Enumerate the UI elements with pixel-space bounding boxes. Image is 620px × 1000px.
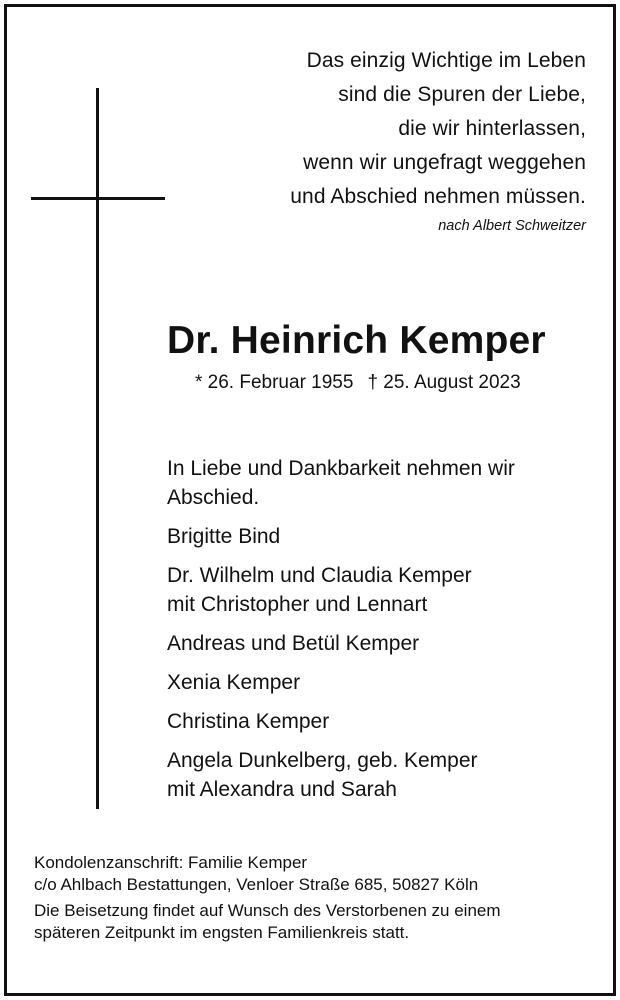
death-date: † 25. August 2023 (367, 372, 521, 393)
birth-date: * 26. Februar 1955 (195, 372, 354, 393)
burial-note-line: späteren Zeitpunkt im engsten Familienkreis statt. (34, 923, 410, 942)
life-dates (195, 369, 521, 397)
poem-line: sind die Spuren der Liebe, (338, 83, 586, 106)
intro-line: Abschied. (167, 486, 260, 509)
deceased-name: Dr. Heinrich Kemper (167, 319, 546, 362)
footer-info (34, 852, 594, 944)
mourner-entry (167, 561, 587, 619)
mourner-entry (167, 629, 587, 658)
poem-line: die wir hinterlassen, (398, 117, 586, 140)
poem (166, 44, 586, 214)
mourner-line: Xenia Kemper (167, 671, 301, 694)
condolence-address-line: c/o Ahlbach Bestattungen, Venloer Straße 685, 50827 Köln (34, 875, 479, 894)
mourner-line: mit Christopher und Lennart (167, 593, 428, 616)
mourner-entry (167, 746, 587, 804)
mourner-entry (167, 707, 587, 736)
intro-line: In Liebe und Dankbarkeit nehmen wir (167, 457, 515, 480)
mourner-line: Andreas und Betül Kemper (167, 632, 420, 655)
mourner-line: mit Alexandra und Sarah (167, 778, 397, 801)
mourners-intro (167, 454, 587, 512)
poem-line: und Abschied nehmen müssen. (290, 185, 586, 208)
mourners-list (167, 454, 587, 814)
mourner-line: Christina Kemper (167, 710, 330, 733)
condolence-address-line: Kondolenzanschrift: Familie Kemper (34, 853, 308, 872)
poem-line: Das einzig Wichtige im Leben (306, 49, 586, 72)
mourner-entry (167, 522, 587, 551)
poem-line: wenn wir ungefragt weggehen (303, 151, 586, 174)
cross-horizontal-bar (31, 197, 165, 200)
poem-author: nach Albert Schweitzer (438, 218, 586, 234)
mourner-line: Angela Dunkelberg, geb. Kemper (167, 749, 478, 772)
burial-note-line: Die Beisetzung findet auf Wunsch des Verstorbenen zu einem (34, 901, 501, 920)
mourner-line: Brigitte Bind (167, 525, 281, 548)
mourner-entry (167, 668, 587, 697)
mourner-line: Dr. Wilhelm und Claudia Kemper (167, 564, 472, 587)
